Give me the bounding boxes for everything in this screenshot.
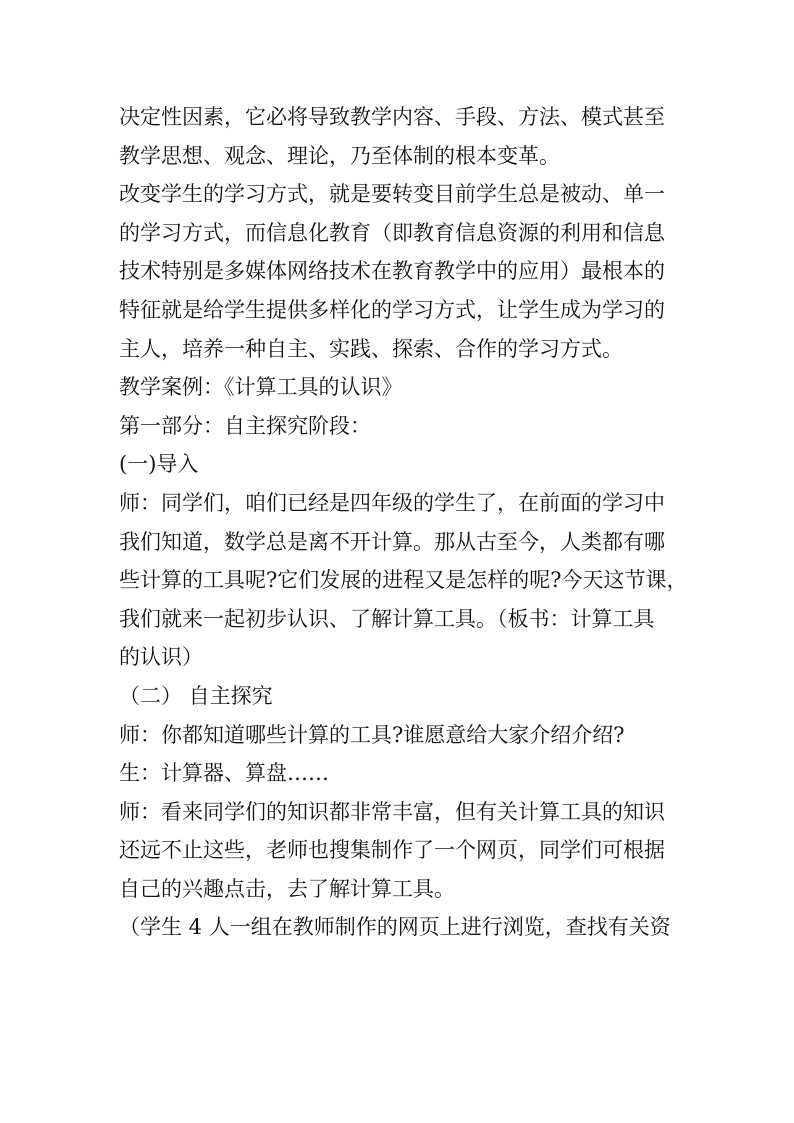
text-line: （学生 4 人一组在教师制作的网页上进行浏览，查找有关资: [119, 915, 671, 940]
text-line: 的认识）: [119, 645, 203, 670]
text-line: 特征就是给学生提供多样化的学习方式，让学生成为学习的: [119, 297, 665, 322]
text-line: 师：看来同学们的知识都非常丰富，但有关计算工具的知识: [119, 799, 665, 824]
case-title-line: 教学案例：《计算工具的认识》: [119, 375, 403, 400]
subsection-heading-line: （二） 自主探究: [119, 683, 273, 708]
text-line: 的学习方式，而信息化教育（即教育信息资源的利用和信息: [119, 220, 665, 245]
text-line: 生：计算器、算盘……: [119, 761, 329, 786]
text-line: 我们就来一起初步认识、了解计算工具。（板书：计算工具: [119, 606, 655, 631]
text-line: 师：同学们，咱们已经是四年级的学生了，在前面的学习中: [119, 490, 665, 515]
text-line: 决定性因素，它必将导致教学内容、手段、方法、模式甚至: [119, 105, 665, 129]
subsection-heading-line: (一)导入: [119, 452, 199, 477]
text-line: 我们知道，数学总是离不开计算。那从古至今，人类都有哪: [119, 529, 665, 554]
text-line: 教学思想、观念、理论，乃至体制的根本变革。: [119, 143, 560, 168]
text-line: 技术特别是多媒体网络技术在教育教学中的应用）最根本的: [119, 259, 665, 284]
text-line: 改变学生的学习方式，就是要转变目前学生总是被动、单一: [119, 182, 665, 207]
text-line: 自己的兴趣点击，去了解计算工具。: [119, 876, 455, 901]
text-line: 些计算的工具呢?它们发展的进程又是怎样的呢?今天这节课，: [119, 568, 688, 593]
text-line: 师：你都知道哪些计算的工具?谁愿意给大家介绍介绍?: [119, 722, 625, 747]
document-body: [119, 98, 689, 947]
text-line: 主人，培养一种自主、实践、探索、合作的学习方式。: [119, 336, 623, 361]
text-line: 还远不止这些，老师也搜集制作了一个网页，同学们可根据: [119, 838, 665, 863]
section-heading-line: 第一部分：自主探究阶段：: [119, 413, 371, 438]
